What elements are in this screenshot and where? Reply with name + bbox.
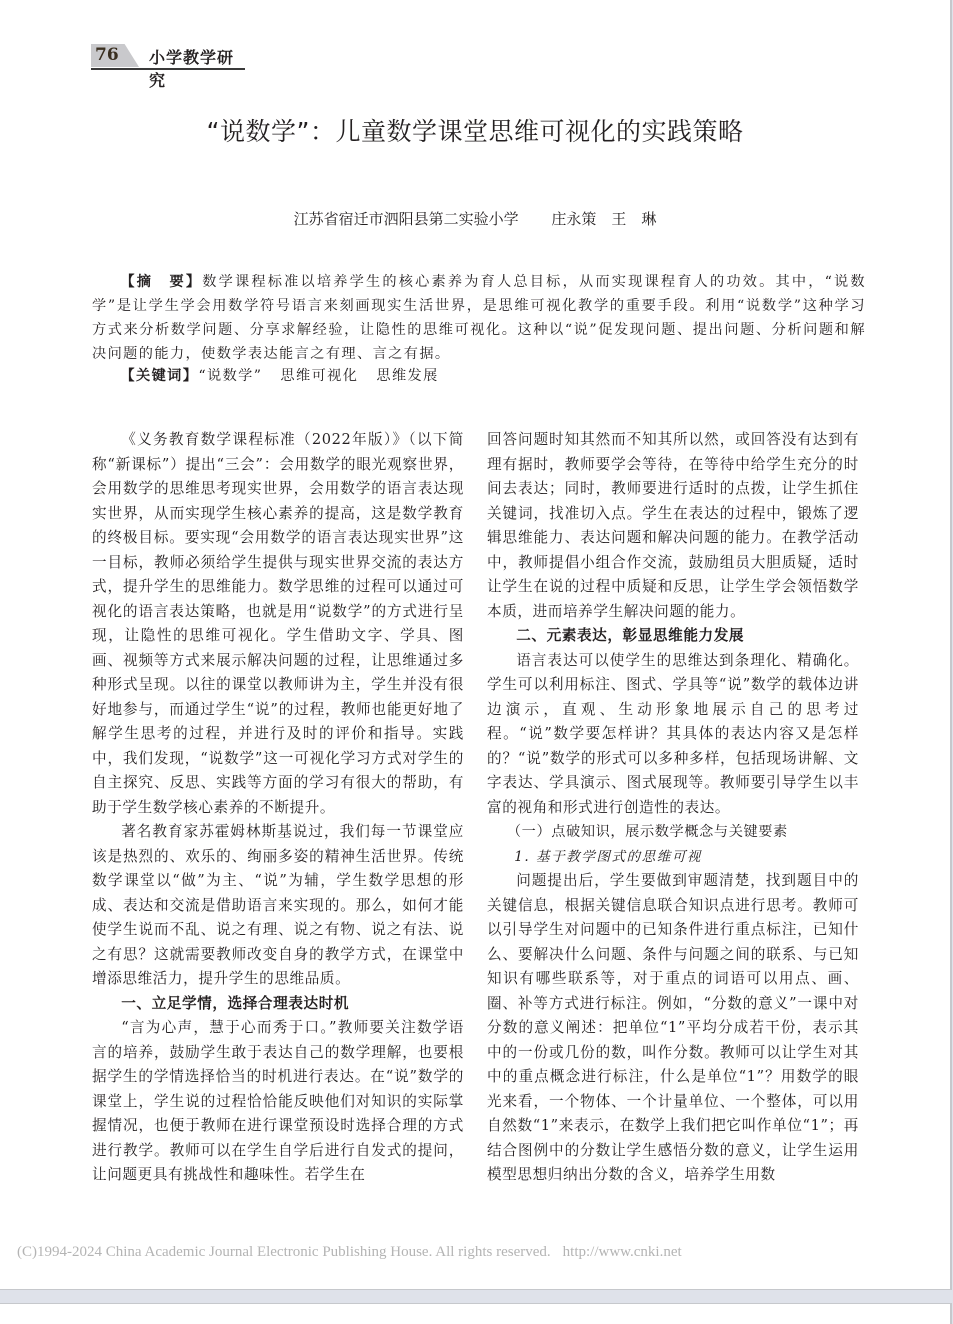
abstract-text: 数学课程标准以培养学生的核心素养为育人总目标，从而实现课程育人的功效。其中，“说数学”是让学生学会用数学符号语言来刻画现实生活世界，是思维可视化教学的重要手段。利用“说数学”这种学习方式来分析数学问题、分享求解经验，让隐性的思维可视化。这种以“说”促发现问题、提出问题、分析问题和解决问题的能力，使数学表达能言之有理、言之有据。	[92, 274, 866, 362]
affiliation: 江苏省宿迁市泗阳县第二实验小学	[293, 210, 519, 228]
keywords	[92, 364, 866, 388]
paragraph: “言为心声，慧于心而秀于口。”教师要关注数学语言的培养，鼓励学生敢于表达自己的数学理解，也要根据学生的学情选择恰当的时机进行表达。在“说”数学的课堂上，学生说的过程恰恰能反映他们对知识的实际掌握情况，也便于教师在进行课堂预设时选择合理的方式进行教学。教师可以在学生自学后进行自发式的提问，让问题更具有挑战性和趣味性。若学生在	[92, 1019, 464, 1183]
paragraph: 著名教育家苏霍姆林斯基说过，我们每一节课堂应该是热烈的、欢乐的、绚丽多姿的精神生活世界。传统数学课堂以“做”为主、“说”为辅，学生数学思想的形成、表达和交流是借助语言来实现的。那么，如何才能使学生说而不乱、说之有理、说之有物、说之有法、说之有思？这就需要教师改变自身的教学方式，在课堂中增添思维活力，提升学生的思维品质。	[92, 823, 464, 987]
right-column	[487, 428, 859, 1188]
keyword: 思维发展	[376, 368, 439, 384]
copyright-footer	[17, 1244, 682, 1261]
cnki-url: http://www.cnki.net	[562, 1244, 682, 1260]
subsection-heading: （一）点破知识，展示数学概念与关键要素	[506, 824, 788, 840]
keyword: 思维可视化	[280, 368, 359, 384]
paragraph: 语言表达可以使学生的思维达到条理化、精确化。学生可以利用标注、图式、学具等“说”数学的载体边讲边演示，直观、生动形象地展示自己的思考过程。“说”数学要怎样讲？其具体的表达内容又是怎样的？“说”数学的形式可以多种多样，包括现场讲解、文字表达、学具演示、图式展现等。教师要引导学生以丰富的视角和形式进行创造性的表达。	[487, 651, 859, 816]
section-heading: 一、立足学情，选择合理表达时机	[121, 994, 350, 1012]
paragraph-continued: 回答问题时知其然而不知其所以然，或回答没有达到有理有据时，教师要学会等待，在等待中给学生充分的时间去表达；同时，教师要进行适时的点拨，让学生抓住关键词，找准切入点。学生在表达的过程中，锻炼了逻辑思维能力、表达问题和解决问题的能力。在教学活动中，教师提倡小组合作交流，鼓励组员大胆质疑，适时让学生在说的过程中质疑和反思，让学生学会领悟数学本质，进而培养学生解决问题的能力。	[487, 431, 859, 620]
page-number: 76	[95, 45, 119, 65]
running-header	[91, 44, 245, 90]
section-heading: 二、元素表达，彰显思维能力发展	[516, 627, 745, 644]
authors: 庄永策 王 琳	[551, 210, 657, 228]
next-pdf-page	[0, 1303, 952, 1324]
left-column	[92, 428, 464, 1188]
copyright-text: (C)1994-2024 China Academic Journal Electronic Publishing House. All rights reserved.	[17, 1244, 551, 1260]
journal-name: 小学教学研究	[149, 48, 235, 90]
keywords-label: 【关键词】	[120, 368, 199, 384]
paragraph: 问题提出后，学生要做到审题清楚，找到题目中的关键信息，根据关键信息联合知识点进行思考。教师可以引导学生对问题中的已知条件进行重点标注，已知什么、要解决什么问题、条件与问题之间的联系、与已知知识有哪些联系等，对于重点的词语可以用点、画、圈、补等方式进行标注。例如，“分数的意义”一课中对分数的意义阐述：把单位“1”平均分成若干份，表示其中的一份或几份的数，叫作分数。教师可以让学生对其中的重点概念进行标注，什么是单位“1”？用数学的眼光来看，一个物体、一个计量单位、一个整体，可以用自然数“1”来表示，在数学上我们把它叫作单位“1”；再结合图例中的分数让学生感悟分数的意义，让学生运用模型思想归纳出分数的含义，培养学生用数	[487, 872, 859, 1183]
subsubsection-heading: 1. 基于教学图式的思维可视	[514, 848, 703, 865]
abstract-label: 【摘 要】	[120, 274, 203, 290]
abstract	[92, 270, 866, 366]
paragraph: 《义务教育数学课程标准（2022年版）》（以下简称“新课标”）提出“三会”：会用数学的眼光观察世界，会用数学的思维思考现实世界，会用数学的语言表达现实世界，从而实现学生核心素养的提高，这是数学教育的终极目标。要实现“会用数学的语言表达现实世界”这一目标，教师必须给学生提供与现实世界交流的表达方式，提升学生的思维能力。数学思维的过程可以通过可视化的语言表达策略，也就是用“说数学”的方式进行呈现，让隐性的思维可视化。学生借助文字、学具、图画、视频等方式来展示解决问题的过程，让思维通过多种形式呈现。以往的课堂以教师讲为主，学生并没有很好地参与，而通过学生“说”的过程，教师也能更好地了解学生思考的过程，并进行及时的评价和指导。实践中，我们发现，“说数学”这一可视化学习方式对学生的自主探究、反思、实践等方面的学习有很大的帮助，有助于学生数学核心素养的不断提升。	[92, 431, 464, 816]
byline	[0, 208, 950, 229]
article-title: “说数学”：儿童数学课堂思维可视化的实践策略	[206, 117, 744, 146]
keyword: “说数学”	[198, 368, 263, 384]
